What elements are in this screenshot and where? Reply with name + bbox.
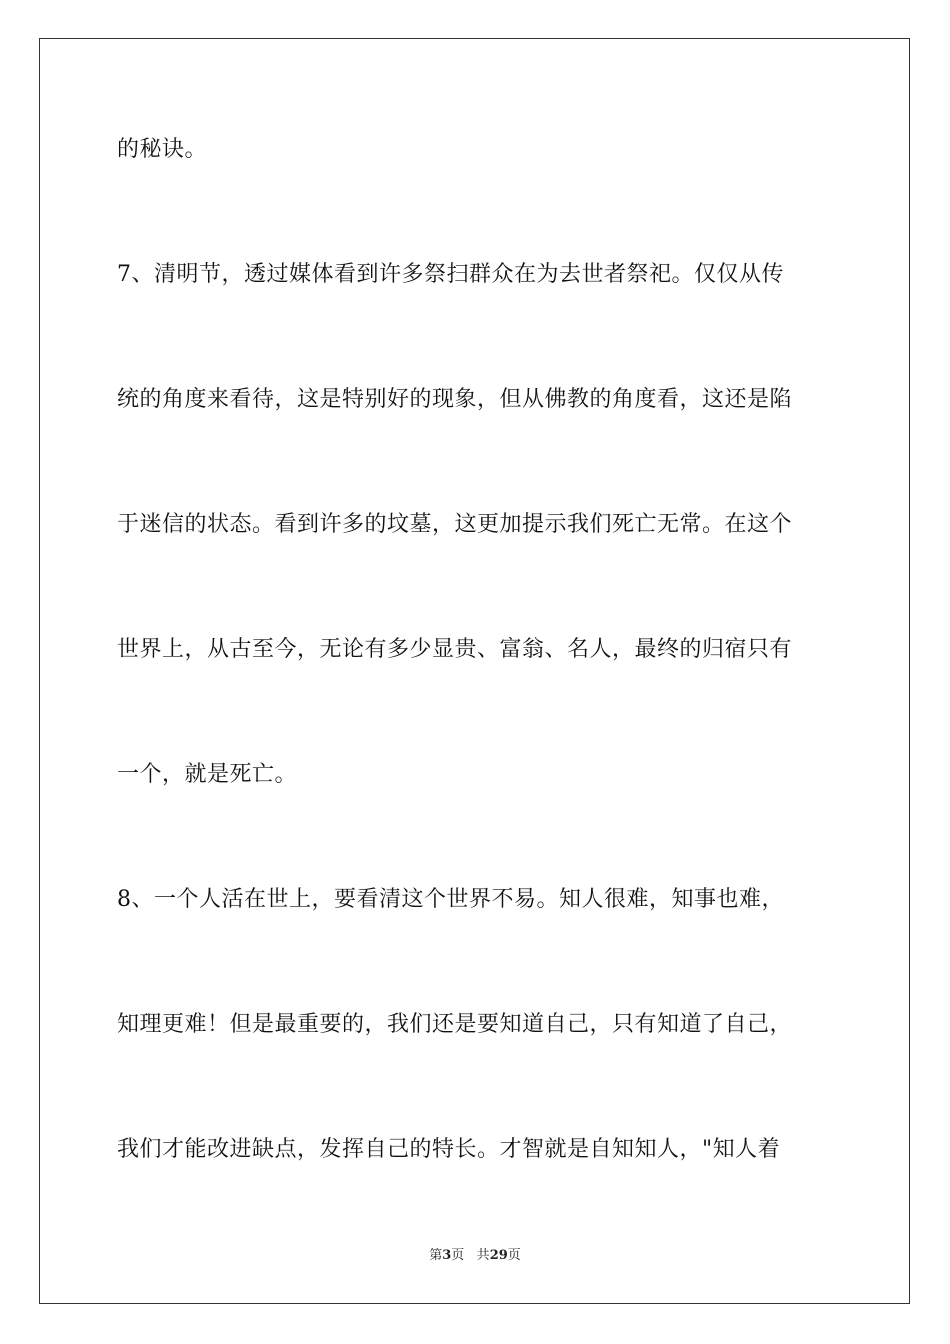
paragraph-line: 一个，就是死亡。 [117,762,298,787]
paragraph-line: 知理更难！但是最重要的，我们还是要知道自己，只有知道了自己， [117,1012,793,1037]
current-page-number: 3 [442,1248,452,1263]
paragraph-line: 于迷信的状态。看到许多的坟墓，这更加提示我们死亡无常。在这个 [117,512,793,537]
total-prefix: 共 [476,1248,490,1263]
paragraph-line: 世界上，从古至今，无论有多少显贵、富翁、名人，最终的归宿只有 [117,637,793,662]
paragraph-line: 统的角度来看待，这是特别好的现象，但从佛教的角度看，这还是陷 [117,387,793,412]
paragraph-line: 我们才能改进缺点，发挥自己的特长。才智就是自知知人，"知人着 [117,1137,781,1162]
total-suffix: 页 [507,1248,521,1263]
paragraph-line: 的秘诀。 [117,137,208,162]
page-suffix: 页 [451,1248,465,1263]
page-border [39,38,910,1304]
paragraph-line: 7、清明节，透过媒体看到许多祭扫群众在为去世者祭祀。仅仅从传 [117,262,784,287]
total-page-number: 29 [489,1248,508,1263]
page-footer [0,1247,950,1265]
paragraph-line: 8、一个人活在世上，要看清这个世界不易。知人很难，知事也难， [117,887,784,912]
page-prefix: 第 [429,1248,443,1263]
